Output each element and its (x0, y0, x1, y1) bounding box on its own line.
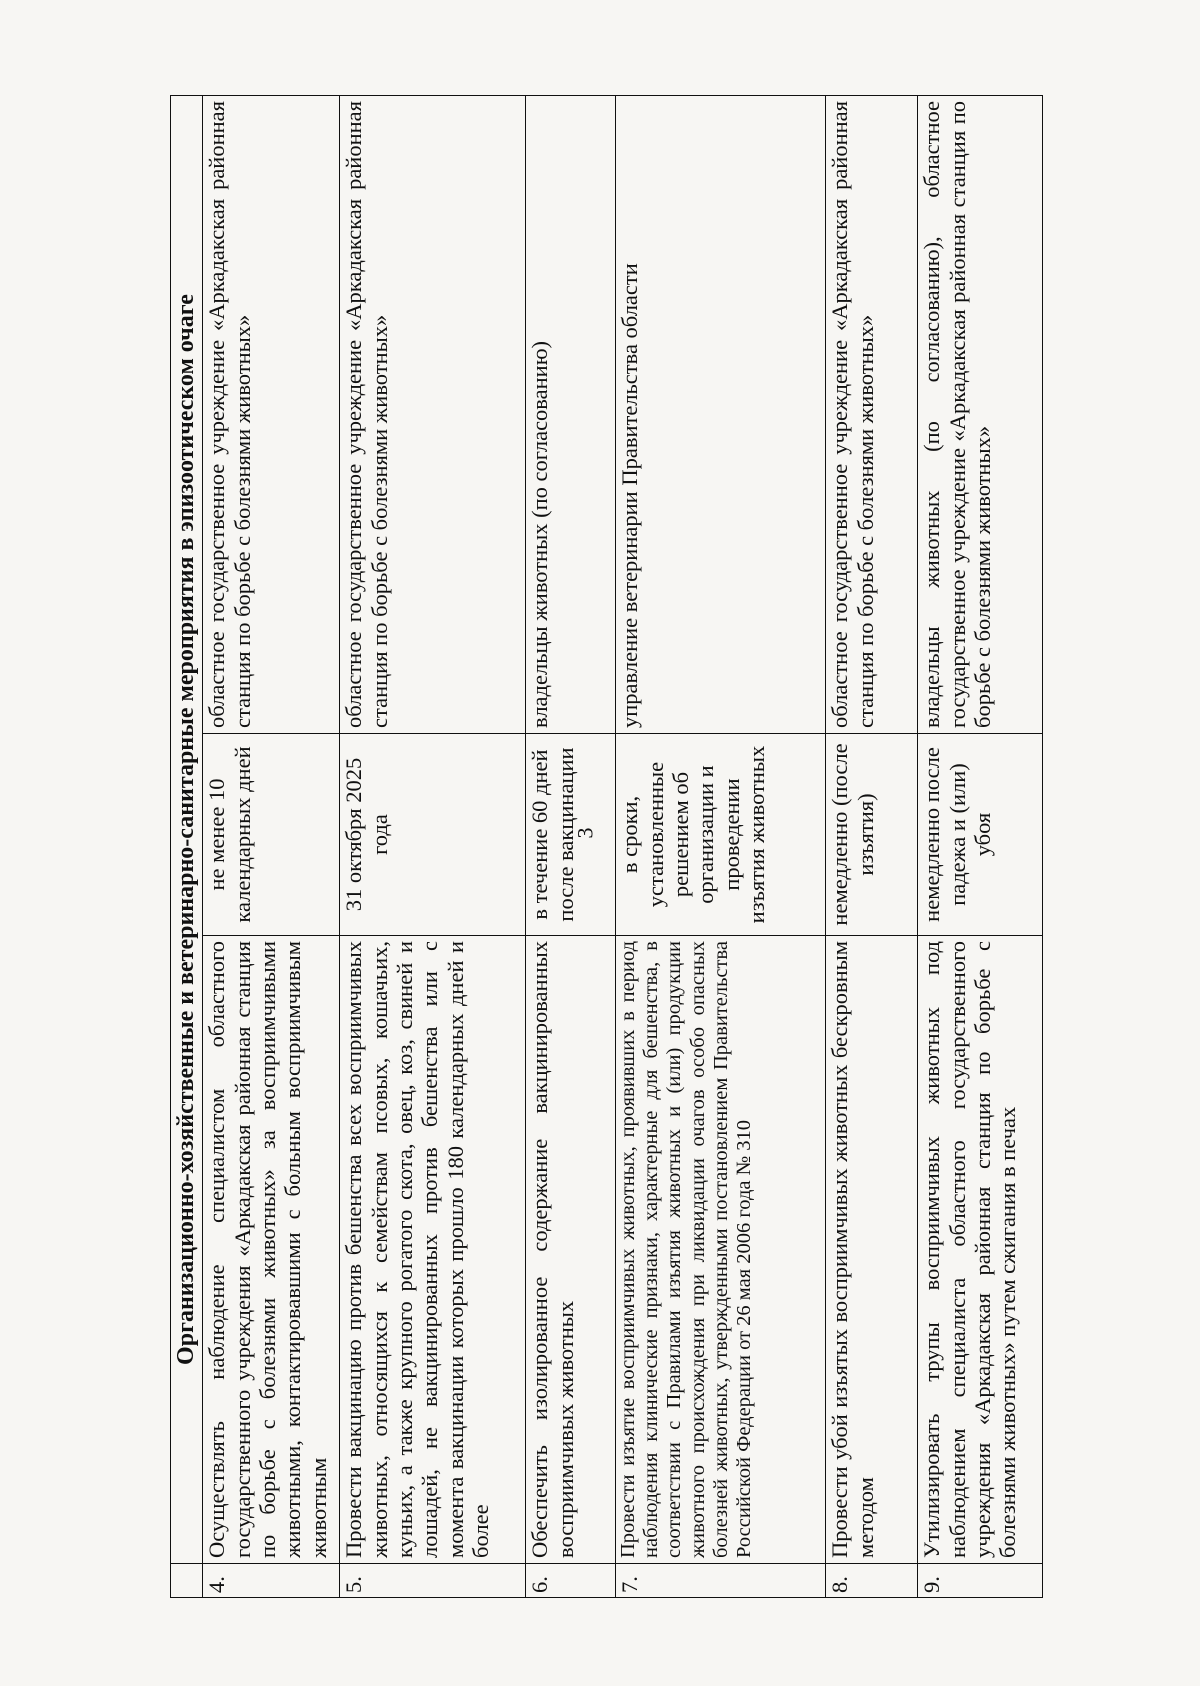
deadline-cell: не менее 10 календарных дней (203, 734, 340, 936)
table-row (826, 95, 918, 1597)
executor-cell: областное государственное учреждение «Аркадакская районная станция по борьбе с болезнями животных» (340, 95, 526, 733)
table-row (203, 95, 340, 1597)
measure-cell: Провести изъятие восприимчивых животных, проявивших в период наблюдения клинические признаки, характерные для бешенства, в соответствии с Правилами изъятия животных и (или) продукции животного происхождения при ликвидации очагов особо опасных болезней животных, утвержденными постановлением Правительства Российской Федерации от 26 мая 2006 года № 310 (616, 936, 826, 1564)
deadline-cell: немедленно (после изъятия) (826, 734, 918, 936)
executor-cell: областное государственное учреждение «Аркадакская районная станция по борьбе с болезнями животных» (826, 95, 918, 733)
executor-cell: управление ветеринарии Правительства области (616, 95, 826, 733)
rotated-table-wrapper (170, 96, 1040, 1598)
deadline-cell: 31 октября 2025 года (340, 734, 526, 936)
measures-table (170, 95, 1043, 1598)
table-row (526, 95, 616, 1597)
measure-cell: Провести убой изъятых восприимчивых животных бескровным методом (826, 936, 918, 1564)
executor-cell: владельцы животных (по согласованию) (526, 95, 616, 733)
deadline-cell: в течение 60 дней после вакцинации (526, 734, 616, 936)
deadline-cell: в сроки, установленные решением об организации и проведении изъятия животных (616, 734, 826, 936)
measure-cell: Провести вакцинацию против бешенства всех восприимчивых животных, относящихся к семействам псовых, кошачьих, куньих, а также крупного рогатого скота, овец, коз, свиней и лошадей, не вакцинированных против бешенства или с момента вакцинации которых прошло 180 календарных дней и более (340, 936, 526, 1564)
section-title: Организационно-хозяйственные и ветеринарно-санитарные мероприятия в эпизоотическом очаге (171, 95, 203, 1563)
row-number: 6. (526, 1564, 616, 1598)
measure-cell: Осуществлять наблюдение специалистом областного государственного учреждения «Аркадакская районная станция по борьбе с болезнями животных» за восприимчивыми животными, контактировавшими с больным восприимчивым животным (203, 936, 340, 1564)
table-row (918, 95, 1043, 1597)
executor-cell: владельцы животных (по согласованию), областное государственное учреждение «Аркадакская районная станция по борьбе с болезнями животных» (918, 95, 1043, 733)
executor-cell: областное государственное учреждение «Аркадакская районная станция по борьбе с болезнями животных» (203, 95, 340, 733)
page-number: 3 (572, 827, 598, 839)
table-row (340, 95, 526, 1597)
deadline-cell: немедленно после падежа и (или) убоя (918, 734, 1043, 936)
measure-cell: Утилизировать трупы восприимчивых животных под наблюдением специалиста областного государственного учреждения «Аркадакская районная станция по борьбе с болезнями животных» путем сжигания в печах (918, 936, 1043, 1564)
header-blank-cell (171, 1564, 203, 1598)
row-number: 9. (918, 1564, 1043, 1598)
row-number: 7. (616, 1564, 826, 1598)
section-header-row (171, 95, 203, 1597)
row-number: 8. (826, 1564, 918, 1598)
row-number: 5. (340, 1564, 526, 1598)
table-row (616, 95, 826, 1597)
row-number: 4. (203, 1564, 340, 1598)
measure-cell: Обеспечить изолированное содержание вакцинированных восприимчивых животных (526, 936, 616, 1564)
